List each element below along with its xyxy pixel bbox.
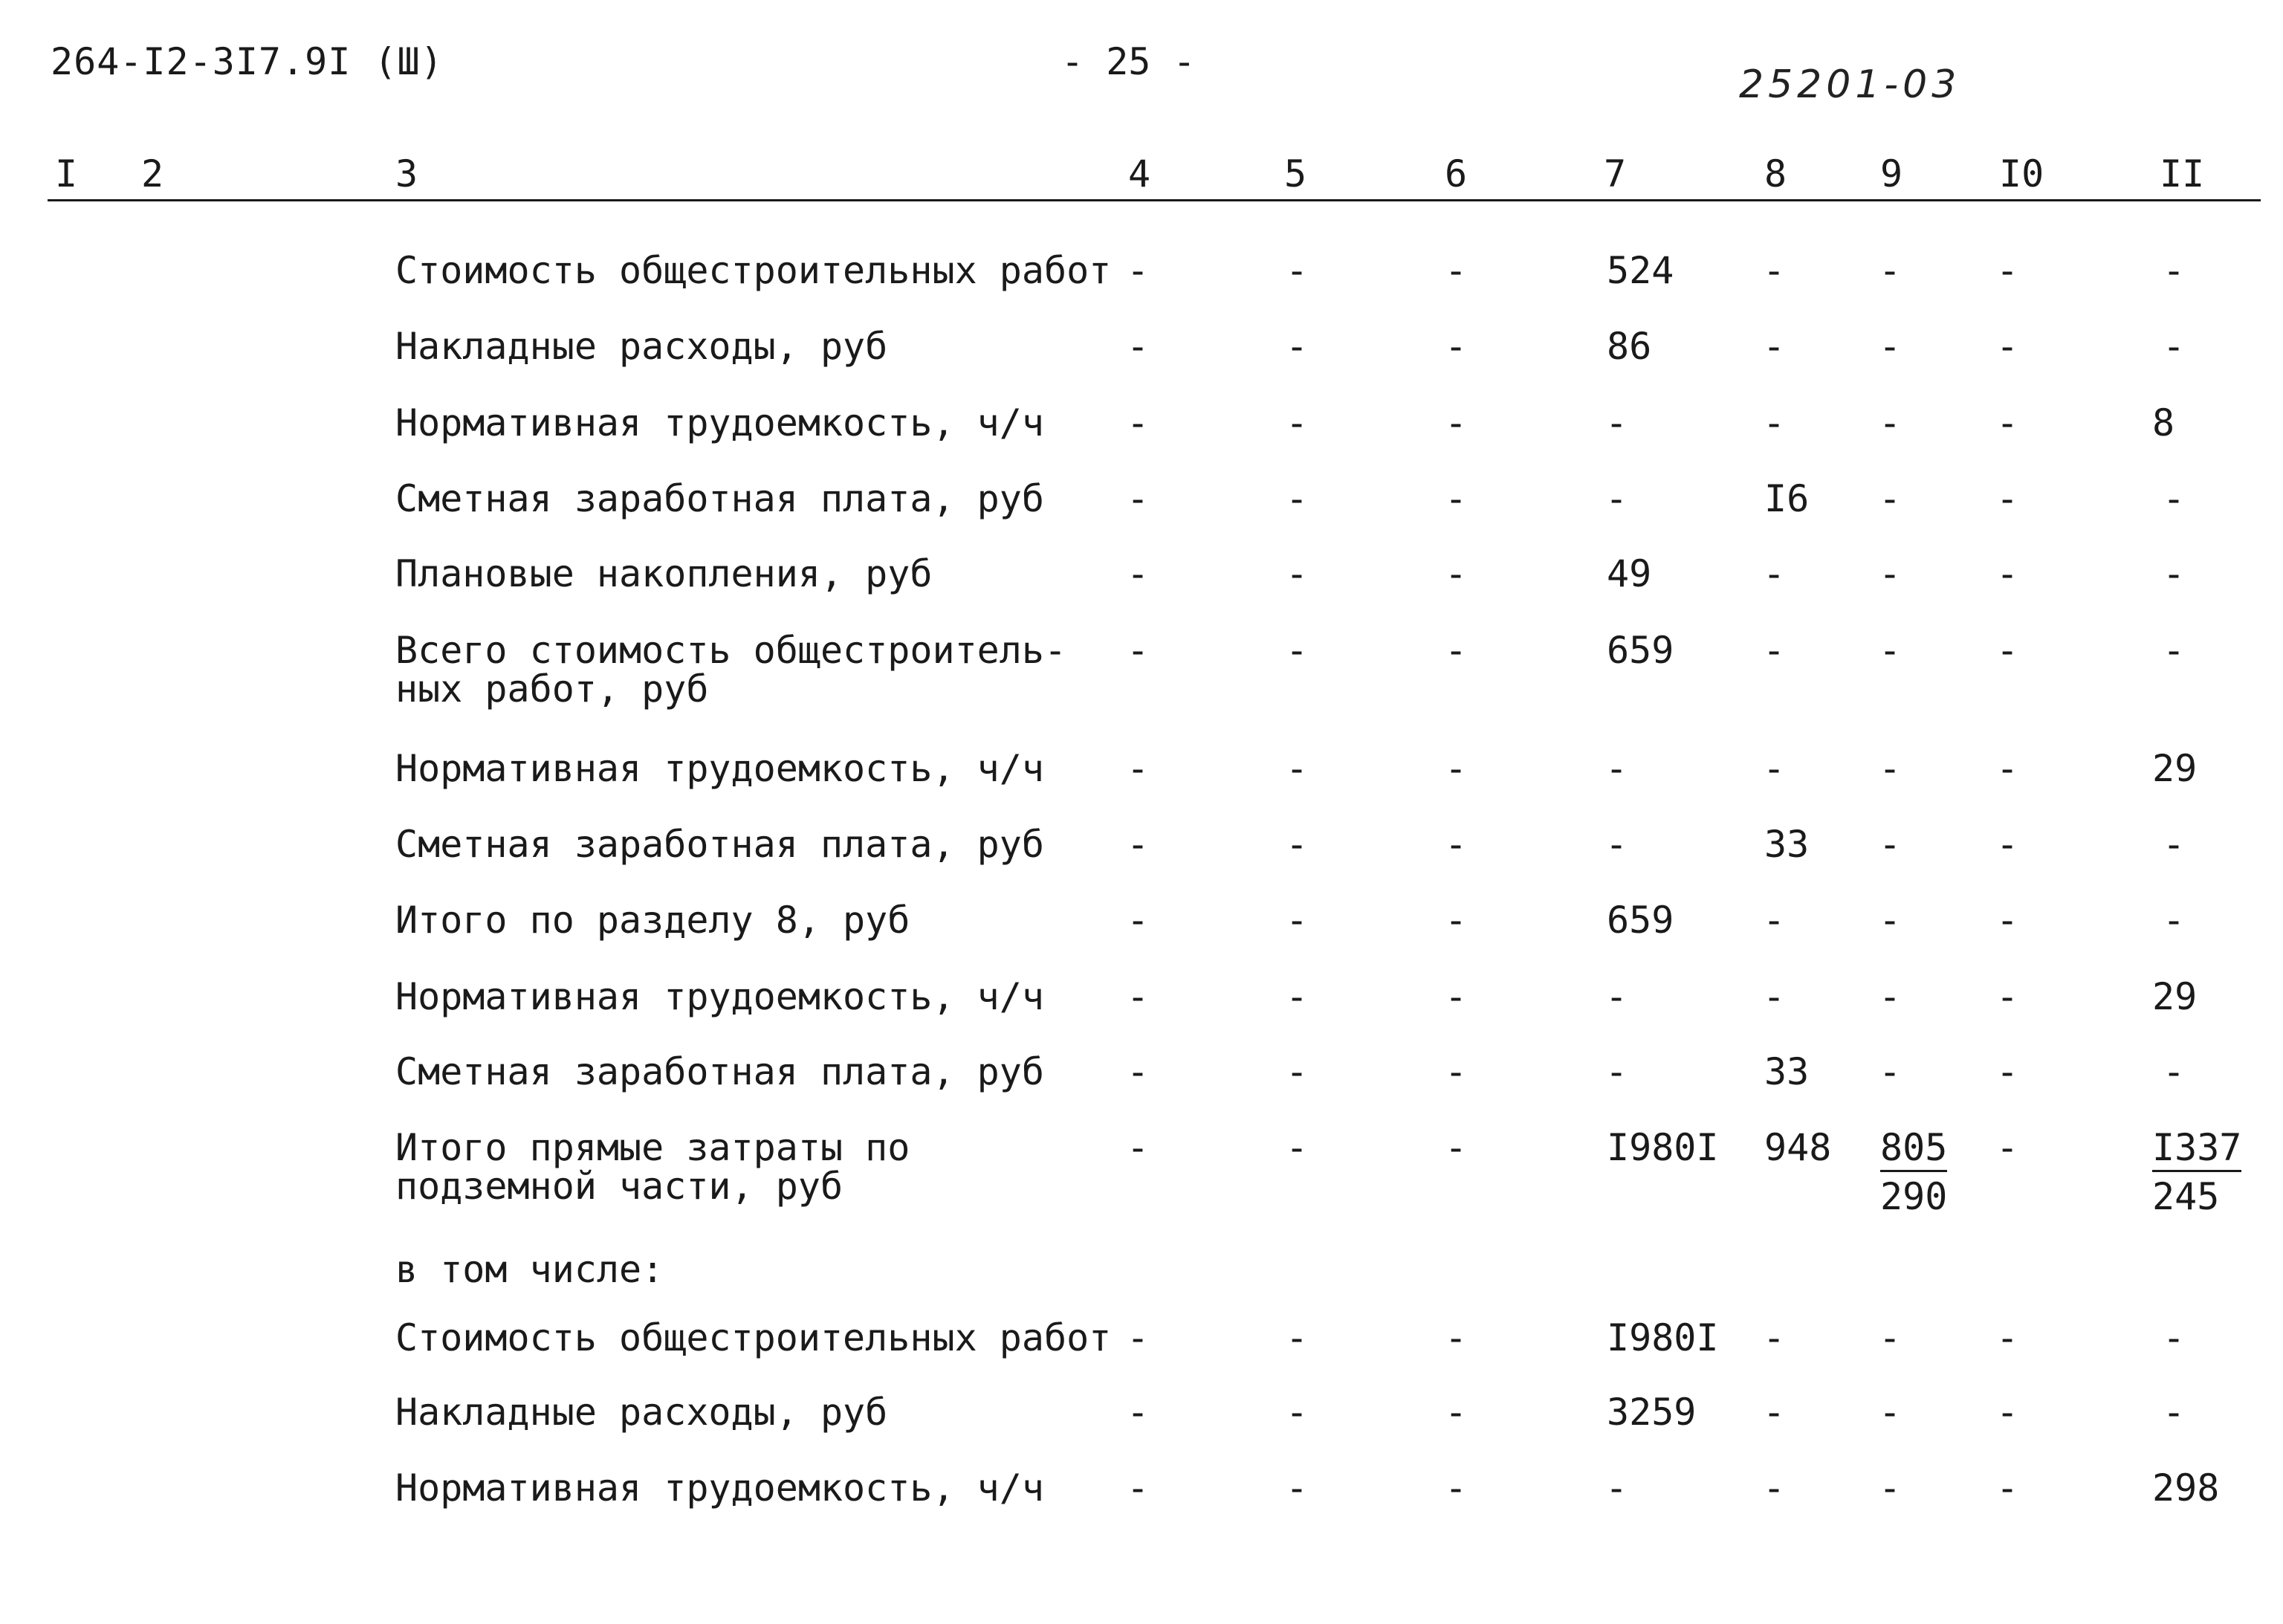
page-number: - 25 - [1061, 40, 1196, 83]
cell-c11: - [2163, 1050, 2186, 1093]
cell-c11: - [2163, 823, 2186, 866]
row-description-line: подземной части, руб [395, 1165, 843, 1208]
cell-c11: - [2163, 1391, 2186, 1434]
row-description-line: Нормативная трудоемкость, ч/ч [395, 975, 1044, 1018]
row-description [395, 1052, 1044, 1091]
cell-c5: - [1286, 747, 1309, 790]
cell-c11: - [2163, 1316, 2186, 1359]
cell-c5: - [1286, 823, 1309, 866]
cell-c4: - [1127, 747, 1150, 790]
cell-c9-denominator: 290 [1880, 1175, 1948, 1218]
cell-c10: - [1996, 1316, 2019, 1359]
row-description-line: в том числе: [395, 1248, 664, 1291]
row-description [395, 1128, 910, 1206]
cell-c6: - [1445, 747, 1468, 790]
cell-c10: - [1996, 747, 2019, 790]
cell-c8: - [1763, 1391, 1786, 1434]
cell-c8: - [1763, 325, 1786, 368]
cell-c9: - [1879, 899, 1902, 942]
cell-c6: - [1445, 1391, 1468, 1434]
cell-c9: - [1879, 1050, 1902, 1093]
cell-c7: I980I [1607, 1316, 1719, 1359]
cell-c10: - [1996, 899, 2019, 942]
cell-c11: 29 [2152, 975, 2198, 1018]
column-header-3: 3 [395, 152, 418, 195]
cell-c8: 33 [1764, 823, 1810, 866]
cell-c7: 659 [1607, 629, 1674, 672]
cell-c9: - [1879, 1391, 1902, 1434]
row-description-line: ных работ, руб [395, 667, 709, 711]
cell-c9: - [1879, 1316, 1902, 1359]
row-description-line: Стоимость общестроительных работ [395, 1316, 1112, 1359]
cell-c9: - [1879, 747, 1902, 790]
column-header-9: 9 [1880, 152, 1903, 195]
cell-c7: - [1605, 1466, 1628, 1510]
cell-c6: - [1445, 629, 1468, 672]
column-header-7: 7 [1604, 152, 1627, 195]
cell-c4: - [1127, 1316, 1150, 1359]
cell-c8: - [1763, 401, 1786, 444]
cell-c9: - [1879, 477, 1902, 520]
row-description [395, 401, 1044, 444]
cell-c4: - [1127, 629, 1150, 672]
row-description-line: Накладные расходы, руб [395, 325, 888, 368]
cell-c6: - [1445, 899, 1468, 942]
cell-c10: - [1996, 249, 2019, 292]
cell-c7: 659 [1607, 899, 1674, 942]
cell-c4: - [1127, 1126, 1150, 1169]
cell-c5: - [1286, 1050, 1309, 1093]
column-header-5: 5 [1284, 152, 1307, 195]
cell-c4: - [1127, 249, 1150, 292]
cell-c9: - [1879, 325, 1902, 368]
cell-c5: - [1286, 629, 1309, 672]
cell-c5: - [1286, 1316, 1309, 1359]
cell-c11-denominator: 245 [2152, 1175, 2220, 1218]
cell-c5: - [1286, 1466, 1309, 1510]
cell-c8: - [1763, 552, 1786, 595]
cell-c11: - [2163, 477, 2186, 520]
column-header-2: 2 [141, 152, 164, 195]
cell-c8: - [1763, 747, 1786, 790]
row-description [395, 327, 887, 366]
row-description [395, 1316, 1112, 1359]
cell-c5: - [1286, 975, 1309, 1018]
cell-c7: 3259 [1607, 1391, 1697, 1434]
row-description-line: Нормативная трудоемкость, ч/ч [395, 747, 1044, 790]
cell-c10: - [1996, 552, 2019, 595]
row-description-line: Сметная заработная плата, руб [395, 1050, 1044, 1093]
cell-c6: - [1445, 1466, 1468, 1510]
cell-c8: - [1763, 899, 1786, 942]
cell-c5: - [1286, 401, 1309, 444]
column-header-4: 4 [1128, 152, 1151, 195]
cell-c11: I337 [2152, 1128, 2241, 1172]
cell-c9: 805 [1880, 1128, 1947, 1172]
cell-c9: - [1879, 823, 1902, 866]
row-description [395, 825, 1044, 864]
cell-c9: - [1879, 1466, 1902, 1510]
column-header-1: I [55, 152, 78, 195]
cell-c9: - [1879, 401, 1902, 444]
cell-c4: - [1127, 477, 1150, 520]
document-code: 264-I2-3I7.9I (Ш) [51, 40, 444, 83]
cell-c5: - [1286, 1391, 1309, 1434]
row-description [395, 554, 932, 593]
row-description-line: Нормативная трудоемкость, ч/ч [395, 1466, 1044, 1510]
cell-c8: I6 [1764, 477, 1810, 520]
cell-c5: - [1286, 552, 1309, 595]
cell-c7: - [1605, 747, 1628, 790]
cell-c7: - [1605, 477, 1628, 520]
cell-c11: - [2163, 552, 2186, 595]
row-description-line: Всего стоимость общестроитель- [395, 629, 1067, 672]
cell-c4: - [1127, 1391, 1150, 1434]
cell-c10: - [1996, 401, 2019, 444]
cell-c11: - [2163, 629, 2186, 672]
cell-c11: - [2163, 899, 2186, 942]
cell-c6: - [1445, 823, 1468, 866]
cell-c10: - [1996, 823, 2019, 866]
cell-c9: - [1879, 629, 1902, 672]
cell-c4: - [1127, 1050, 1150, 1093]
cell-c5: - [1286, 1126, 1309, 1169]
cell-c10: - [1996, 975, 2019, 1018]
cell-c8: - [1763, 1316, 1786, 1359]
row-description [395, 479, 1044, 518]
cell-c7: - [1605, 975, 1628, 1018]
cell-c10: - [1996, 1391, 2019, 1434]
cell-c7: I980I [1607, 1126, 1719, 1169]
row-description-line: Сметная заработная плата, руб [395, 477, 1044, 520]
cell-c8: - [1763, 249, 1786, 292]
cell-c6: - [1445, 1316, 1468, 1359]
cell-c4: - [1127, 552, 1150, 595]
column-header-11: II [2160, 152, 2205, 195]
cell-c11: - [2163, 325, 2186, 368]
cell-c9: - [1879, 975, 1902, 1018]
cell-c9: - [1879, 552, 1902, 595]
cell-c6: - [1445, 975, 1468, 1018]
handwritten-stamp: 25201-03 [1739, 62, 1961, 107]
cell-c5: - [1286, 249, 1309, 292]
cell-c10: - [1996, 477, 2019, 520]
cell-c10: - [1996, 629, 2019, 672]
cell-c9: - [1879, 249, 1902, 292]
cell-c8: - [1763, 975, 1786, 1018]
cell-c7: 524 [1607, 249, 1674, 292]
cell-c6: - [1445, 1126, 1468, 1169]
cell-c6: - [1445, 325, 1468, 368]
cell-c10: - [1996, 1126, 2019, 1169]
row-description-line: Стоимость общестроительных работ [395, 249, 1112, 292]
cell-c8: - [1763, 629, 1786, 672]
cell-c7: - [1605, 1050, 1628, 1093]
row-description [395, 899, 910, 942]
cell-c4: - [1127, 823, 1150, 866]
cell-c11: - [2163, 249, 2186, 292]
cell-c5: - [1286, 325, 1309, 368]
row-description-line: Плановые накопления, руб [395, 552, 933, 595]
row-description-line: Итого по разделу 8, руб [395, 899, 910, 942]
cell-c8: - [1763, 1466, 1786, 1510]
cell-c10: - [1996, 325, 2019, 368]
cell-c7: - [1605, 823, 1628, 866]
row-description [395, 1391, 888, 1434]
cell-c6: - [1445, 477, 1468, 520]
cell-c6: - [1445, 552, 1468, 595]
row-description [395, 977, 1044, 1016]
cell-c8: 33 [1764, 1050, 1810, 1093]
cell-c4: - [1127, 899, 1150, 942]
column-header-6: 6 [1445, 152, 1468, 195]
column-header-10: I0 [1999, 152, 2044, 195]
row-description-line: Нормативная трудоемкость, ч/ч [395, 401, 1044, 444]
cell-c7: 86 [1607, 325, 1652, 368]
cell-c5: - [1286, 899, 1309, 942]
row-description [395, 629, 1067, 711]
cell-c11: 298 [2152, 1466, 2220, 1510]
cell-c11: 29 [2152, 747, 2198, 790]
cell-c10: - [1996, 1466, 2019, 1510]
cell-c7: 49 [1607, 552, 1652, 595]
row-description [395, 1466, 1044, 1510]
row-description [395, 1250, 664, 1289]
cell-c11: 8 [2152, 401, 2175, 444]
column-header-8: 8 [1764, 152, 1787, 195]
cell-c6: - [1445, 401, 1468, 444]
cell-c6: - [1445, 249, 1468, 292]
row-description-line: Накладные расходы, руб [395, 1391, 888, 1434]
cell-c4: - [1127, 975, 1150, 1018]
cell-c4: - [1127, 325, 1150, 368]
cell-c5: - [1286, 477, 1309, 520]
cell-c4: - [1127, 401, 1150, 444]
cell-c7: - [1605, 401, 1628, 444]
row-description-line: Итого прямые затраты по [395, 1126, 910, 1169]
row-description-line: Сметная заработная плата, руб [395, 823, 1044, 866]
cell-c10: - [1996, 1050, 2019, 1093]
row-description [395, 749, 1044, 788]
cell-c4: - [1127, 1466, 1150, 1510]
cell-c8: 948 [1764, 1126, 1832, 1169]
cell-c6: - [1445, 1050, 1468, 1093]
row-description [395, 251, 1111, 290]
